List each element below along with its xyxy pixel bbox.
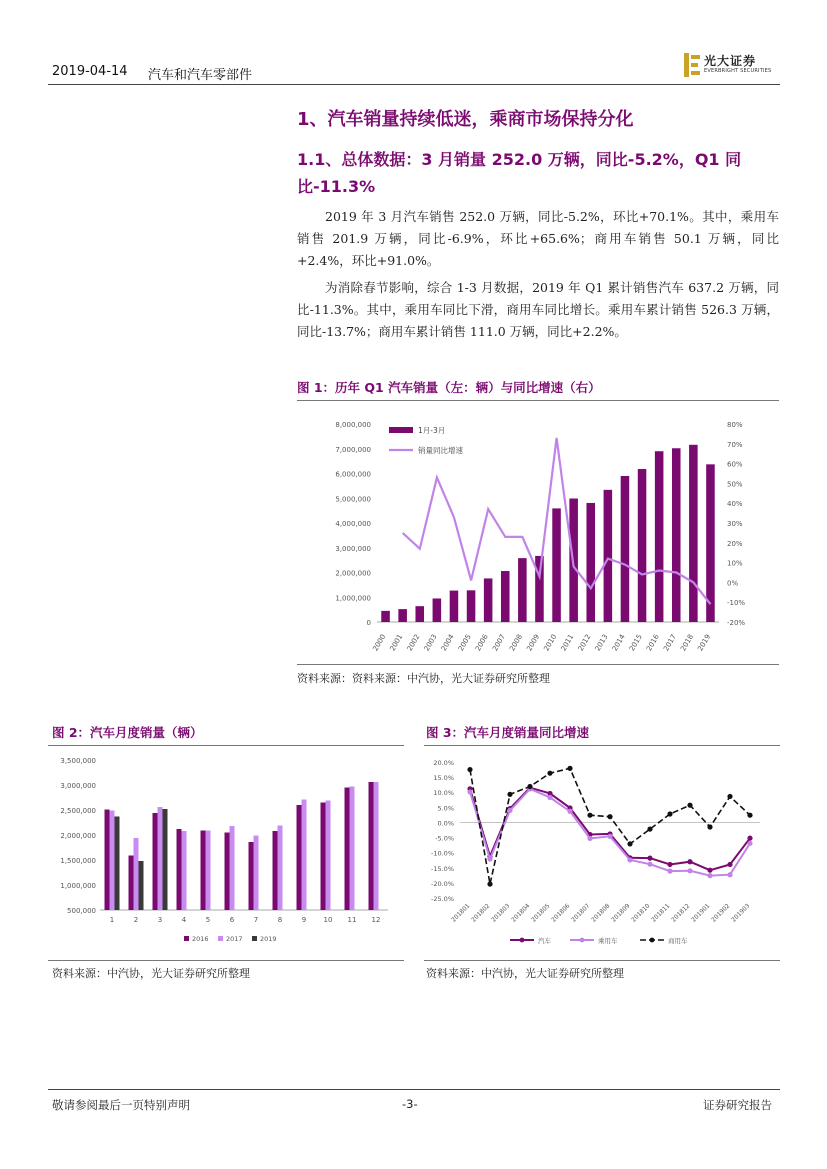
point-商用车 — [487, 881, 492, 886]
point-乘用车 — [667, 869, 672, 874]
subsection-heading: 1.1、总体数据：3 月销量 252.0 万辆，同比-5.2%，Q1 同比-11.3% — [297, 150, 742, 196]
x-tick-label: 201805 — [530, 902, 552, 924]
fig2-title: 图 2：汽车月度销量（辆） — [52, 725, 203, 740]
y-tick-label: 10.0% — [433, 789, 454, 798]
x-tick-label: 2010 — [542, 633, 559, 653]
point-乘用车 — [567, 809, 572, 814]
fig1-source: 资料来源：资料来源：中汽协，光大证券研究所整理 — [297, 672, 550, 685]
x-tick-label: 3 — [157, 916, 163, 924]
y-tick-label: 20.0% — [433, 759, 454, 767]
x-tick-label: 4 — [181, 916, 187, 924]
bar-2016 — [369, 782, 374, 910]
x-tick-label: 2014 — [610, 633, 627, 653]
point-乘用车 — [587, 836, 592, 841]
y-right-tick-label: 20% — [727, 539, 743, 548]
footer-report-type: 证券研究报告 — [703, 1098, 772, 1112]
fig3-source: 资料来源：中汽协，光大证券研究所整理 — [426, 967, 624, 980]
body-paragraph-2 — [297, 277, 779, 343]
body-paragraph-1 — [297, 206, 779, 272]
x-tick-label: 2001 — [388, 633, 405, 653]
bar-2017 — [110, 811, 115, 911]
x-tick-label: 2007 — [491, 633, 507, 653]
bar-q1-sales — [501, 571, 510, 622]
y-tick-label: -20.0% — [431, 879, 454, 888]
bar-q1-sales — [655, 451, 664, 622]
legend-marker — [520, 938, 525, 943]
point-汽车 — [727, 862, 732, 867]
point-商用车 — [627, 841, 632, 846]
y-right-tick-label: -20% — [727, 619, 746, 627]
footer-rule — [48, 1089, 780, 1090]
report-date: 2019-04-14 — [52, 64, 128, 79]
bar-q1-sales — [484, 578, 493, 622]
section-heading: 1、汽车销量持续低迷，乘商市场保持分化 — [297, 109, 634, 130]
footer-disclaimer: 敬请参阅最后一页特别声明 — [52, 1098, 190, 1112]
bar-q1-sales — [552, 508, 561, 622]
legend-label: 2016 — [192, 935, 209, 943]
bar-q1-sales — [706, 464, 715, 622]
point-汽车 — [667, 862, 672, 867]
fig3-title: 图 3：汽车月度销量同比增速 — [426, 725, 590, 740]
bar-q1-sales — [415, 606, 424, 622]
legend-label: 销量同比增速 — [418, 446, 463, 455]
x-tick-label: 201807 — [570, 902, 592, 924]
bar-q1-sales — [398, 609, 407, 622]
x-tick-label: 6 — [229, 916, 235, 924]
bar-2016 — [201, 831, 206, 911]
y-left-tick-label: 4,000,000 — [335, 520, 371, 528]
fig2-bottom-rule — [48, 960, 404, 961]
x-tick-label: 8 — [277, 916, 283, 924]
y-left-tick-label: 8,000,000 — [335, 421, 371, 429]
x-tick-label: 2008 — [508, 633, 525, 653]
y-tick-label: 1,500,000 — [60, 857, 96, 865]
y-tick-label: 500,000 — [67, 907, 96, 915]
y-right-tick-label: -10% — [727, 599, 746, 608]
bar-q1-sales — [672, 448, 681, 622]
x-tick-label: 1 — [109, 916, 115, 924]
bar-2017 — [302, 800, 307, 911]
point-汽车 — [747, 836, 752, 841]
bar-2016 — [345, 788, 350, 911]
point-商用车 — [507, 792, 512, 797]
x-tick-label: 201808 — [590, 902, 612, 924]
fig3-bottom-rule — [424, 960, 780, 961]
bar-q1-sales — [638, 469, 647, 622]
bar-2017 — [182, 831, 187, 910]
legend-swatch-bar — [389, 427, 413, 433]
fig2-top-rule — [48, 745, 404, 746]
legend-swatch — [218, 936, 223, 941]
x-tick-label: 201802 — [470, 902, 492, 924]
point-商用车 — [667, 811, 672, 816]
x-tick-label: 12 — [371, 916, 381, 924]
bar-2017 — [230, 826, 235, 910]
x-tick-label: 2005 — [456, 633, 473, 653]
x-tick-label: 9 — [301, 916, 307, 924]
y-tick-label: 15.0% — [433, 774, 454, 783]
point-乘用车 — [507, 808, 512, 813]
bar-2016 — [321, 803, 326, 911]
header-rule — [48, 84, 780, 85]
bar-2017 — [350, 787, 355, 911]
bar-q1-sales — [604, 490, 613, 622]
x-tick-label: 201809 — [610, 902, 632, 924]
bar-q1-sales — [518, 558, 527, 622]
y-tick-label: 5.0% — [437, 804, 454, 813]
fig1-title: 图 1：历年 Q1 汽车销量（左：辆）与同比增速（右） — [297, 380, 601, 395]
x-tick-label: 201902 — [710, 902, 732, 924]
bar-q1-sales — [621, 476, 630, 622]
x-tick-label: 2006 — [474, 633, 490, 653]
point-乘用车 — [467, 789, 472, 794]
bar-2017 — [254, 836, 259, 911]
x-tick-label: 201903 — [730, 902, 752, 924]
fig3-chart — [424, 750, 780, 956]
bar-2019 — [163, 809, 168, 910]
point-乘用车 — [607, 834, 612, 839]
fig1-top-rule — [297, 400, 779, 401]
bar-2016 — [225, 833, 230, 911]
point-商用车 — [547, 771, 552, 776]
point-乘用车 — [747, 841, 752, 846]
bar-2016 — [105, 810, 110, 911]
point-汽车 — [687, 859, 692, 864]
point-乘用车 — [727, 872, 732, 877]
fig2-chart — [48, 750, 404, 956]
point-商用车 — [647, 826, 652, 831]
point-商用车 — [467, 767, 472, 772]
bar-2017 — [206, 831, 211, 911]
y-right-tick-label: 0% — [727, 579, 739, 588]
bar-q1-sales — [586, 503, 595, 622]
x-tick-label: 2018 — [679, 633, 696, 653]
y-tick-label: -5.0% — [435, 834, 454, 843]
logo-mark-icon — [682, 52, 702, 78]
y-tick-label: 2,000,000 — [60, 832, 96, 840]
x-tick-label: 201901 — [690, 902, 712, 924]
legend-marker — [650, 938, 655, 943]
bar-2017 — [158, 807, 163, 910]
y-right-tick-label: 30% — [727, 520, 743, 528]
x-tick-label: 2017 — [662, 633, 678, 653]
y-right-tick-label: 40% — [727, 500, 743, 509]
y-tick-label: 2,500,000 — [60, 807, 96, 815]
point-商用车 — [567, 766, 572, 771]
y-tick-label: 1,000,000 — [60, 882, 96, 890]
bar-2016 — [249, 842, 254, 910]
report-sector: 汽车和汽车零部件 — [148, 68, 253, 83]
x-tick-label: 2013 — [593, 633, 610, 653]
point-商用车 — [587, 813, 592, 818]
y-left-tick-label: 6,000,000 — [335, 470, 371, 479]
fig2-source: 资料来源：中汽协，光大证券研究所整理 — [52, 967, 250, 980]
y-right-tick-label: 70% — [727, 440, 743, 449]
x-tick-label: 2012 — [576, 633, 593, 653]
legend-label: 汽车 — [538, 937, 551, 945]
bar-2017 — [134, 838, 139, 910]
logo-en-text: EVERBRIGHT SECURITIES — [704, 68, 772, 74]
x-tick-label: 10 — [323, 916, 333, 924]
point-商用车 — [607, 814, 612, 819]
x-tick-label: 2015 — [627, 633, 644, 653]
line-汽车 — [470, 788, 750, 871]
bar-2019 — [139, 861, 144, 910]
legend-label: 2019 — [260, 935, 277, 943]
legend-label: 2017 — [226, 935, 243, 943]
bar-q1-sales — [689, 445, 698, 622]
y-tick-label: 3,500,000 — [60, 757, 96, 765]
bar-2016 — [297, 805, 302, 910]
point-乘用车 — [687, 868, 692, 873]
page-number: -3- — [402, 1097, 418, 1111]
point-商用车 — [727, 794, 732, 799]
point-乘用车 — [647, 862, 652, 867]
y-tick-label: 0.0% — [437, 819, 454, 828]
bar-2017 — [326, 801, 331, 911]
legend-marker — [580, 938, 585, 943]
fig1-chart — [297, 406, 779, 660]
x-tick-label: 2019 — [696, 633, 713, 653]
point-商用车 — [687, 803, 692, 808]
bar-q1-sales — [450, 591, 459, 622]
bar-2016 — [153, 813, 158, 910]
point-汽车 — [647, 856, 652, 861]
x-tick-label: 201810 — [630, 902, 652, 924]
y-right-tick-label: 50% — [727, 480, 743, 489]
bar-2019 — [115, 817, 120, 911]
paragraph-text: 为消除春节影响，综合 1-3 月数据，2019 年 Q1 累计销售汽车 637.2 万辆，同比-11.3%。其中，乘用车同比下滑，商用车同比增长。乘用车累计销售 526.3 万辆，同比-13.7%；商用车累计销售 111.0 万辆，同比+2.2%。 — [297, 280, 779, 339]
x-tick-label: 2009 — [525, 633, 542, 653]
y-left-tick-label: 1,000,000 — [335, 594, 371, 603]
y-tick-label: -25.0% — [431, 895, 454, 903]
x-tick-label: 2011 — [559, 633, 576, 653]
bar-q1-sales — [535, 556, 544, 622]
brand-logo — [682, 52, 782, 80]
legend-label: 1月-3月 — [418, 426, 446, 435]
x-tick-label: 11 — [347, 916, 357, 924]
y-left-tick-label: 5,000,000 — [335, 495, 371, 504]
legend-label: 商用车 — [668, 937, 688, 945]
y-left-tick-label: 3,000,000 — [335, 544, 371, 553]
bar-2017 — [278, 826, 283, 911]
point-乘用车 — [487, 856, 492, 861]
x-tick-label: 2 — [133, 916, 139, 924]
y-left-tick-label: 7,000,000 — [335, 445, 371, 454]
y-left-tick-label: 0 — [366, 619, 371, 627]
legend-swatch — [252, 936, 257, 941]
x-tick-label: 2016 — [645, 633, 661, 653]
x-tick-label: 5 — [205, 916, 211, 924]
point-汽车 — [707, 868, 712, 873]
y-tick-label: 3,000,000 — [60, 782, 96, 790]
bar-q1-sales — [381, 611, 390, 622]
point-商用车 — [527, 784, 532, 789]
legend-label: 乘用车 — [598, 937, 618, 945]
point-乘用车 — [627, 857, 632, 862]
legend-swatch — [184, 936, 189, 941]
bar-2016 — [177, 829, 182, 910]
x-tick-label: 201803 — [490, 902, 512, 924]
x-tick-label: 2003 — [422, 633, 439, 653]
point-商用车 — [747, 813, 752, 818]
x-tick-label: 201812 — [670, 902, 692, 924]
x-tick-label: 2002 — [405, 633, 422, 653]
y-tick-label: -15.0% — [431, 864, 454, 873]
bar-2016 — [273, 831, 278, 910]
fig1-bottom-rule — [297, 664, 779, 665]
bar-q1-sales — [467, 590, 476, 622]
x-tick-label: 201811 — [650, 902, 672, 924]
logo-cn-text: 光大证券 — [704, 54, 757, 68]
point-乘用车 — [707, 873, 712, 878]
bar-2017 — [374, 782, 379, 910]
y-right-tick-label: 60% — [727, 460, 743, 469]
fig3-top-rule — [424, 745, 780, 746]
x-tick-label: 2000 — [371, 633, 388, 653]
x-tick-label: 201801 — [450, 902, 472, 924]
x-tick-label: 201806 — [550, 902, 572, 924]
point-商用车 — [707, 824, 712, 829]
y-tick-label: -10.0% — [431, 849, 454, 858]
y-right-tick-label: 80% — [727, 421, 743, 429]
x-tick-label: 2004 — [439, 633, 456, 653]
point-乘用车 — [547, 795, 552, 800]
bar-q1-sales — [433, 598, 442, 622]
paragraph-text: 2019 年 3 月汽车销售 252.0 万辆，同比-5.2%，环比+70.1%。其中，乘用车销售 201.9 万辆，同比-6.9%，环比+65.6%；商用车销售 50.1 万辆，同比+2.4%，环比+91.0%。 — [297, 209, 779, 268]
x-tick-label: 201804 — [510, 902, 532, 924]
x-tick-label: 7 — [253, 916, 259, 924]
bar-2016 — [129, 856, 134, 911]
y-right-tick-label: 10% — [727, 559, 743, 568]
y-left-tick-label: 2,000,000 — [335, 569, 371, 578]
